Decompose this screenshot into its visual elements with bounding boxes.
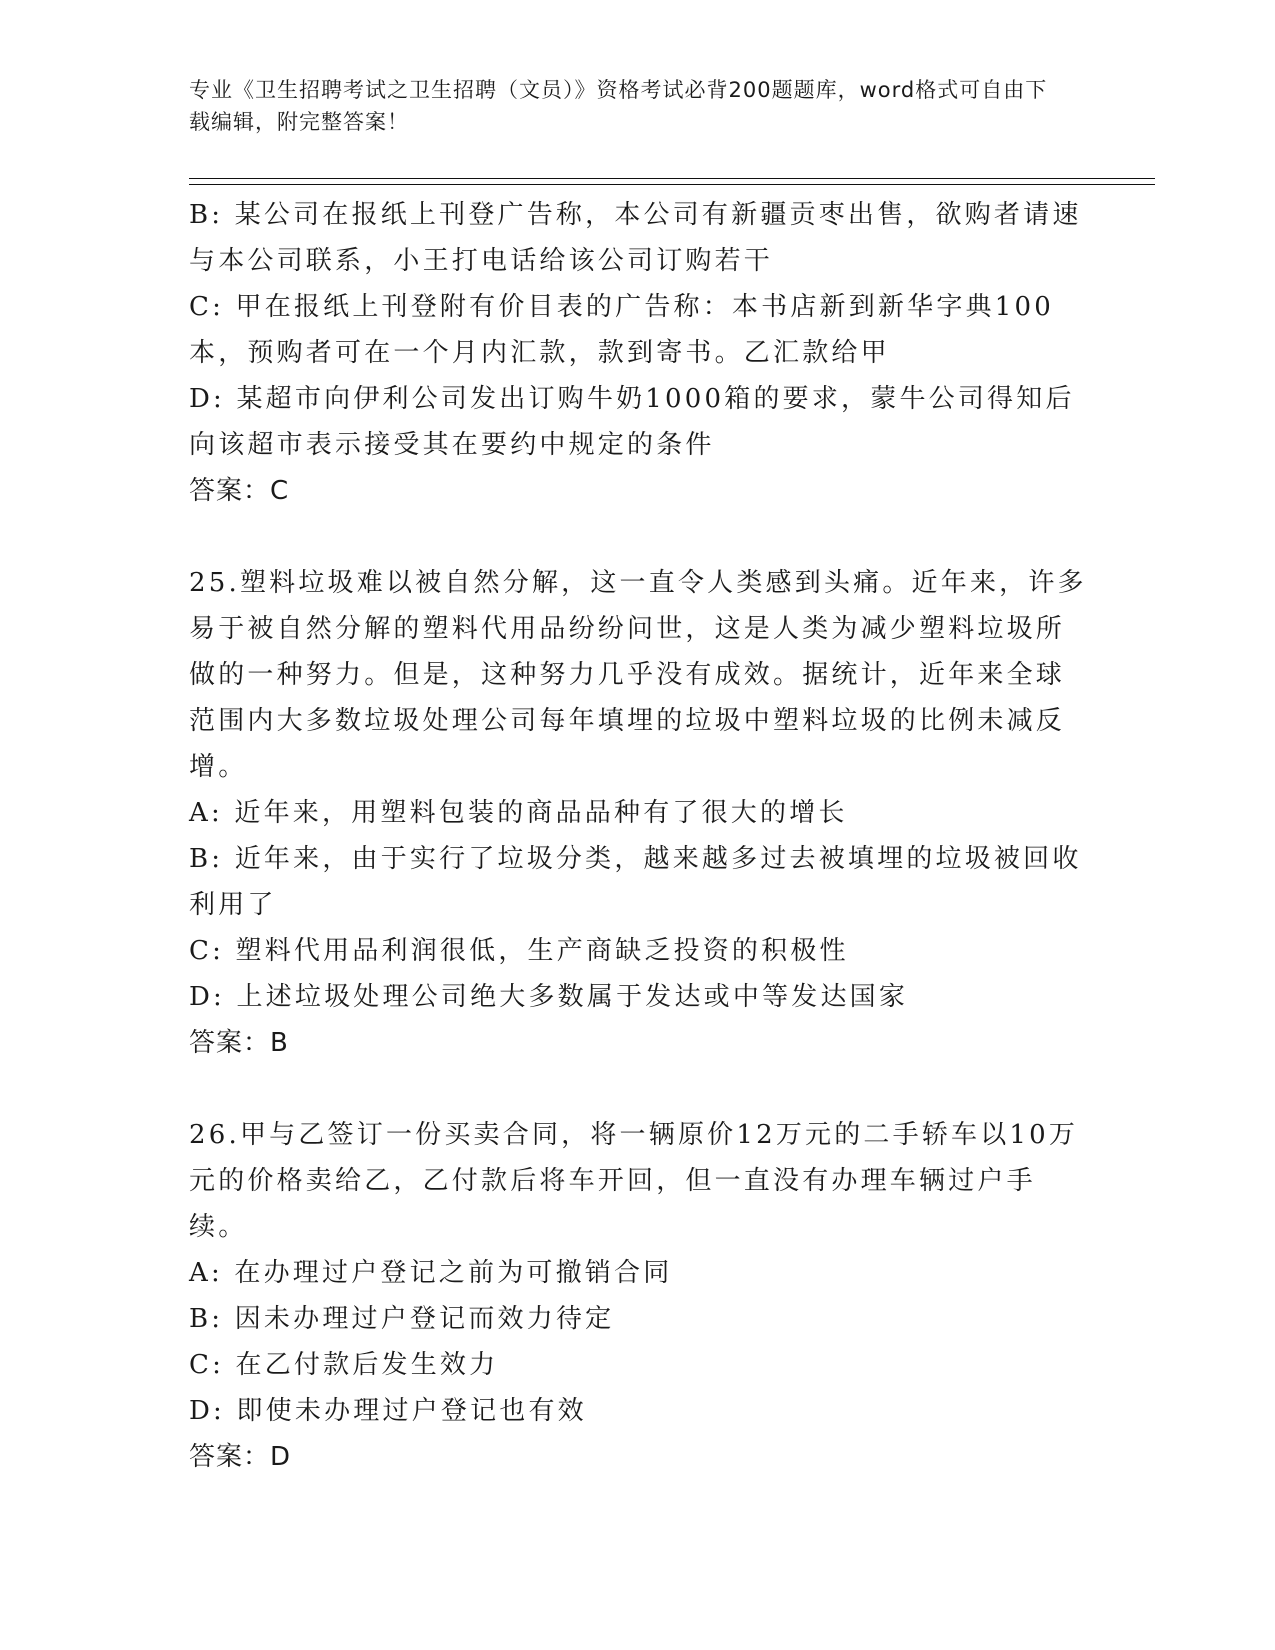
question-25-option-a: A: 近年来，用塑料包装的商品品种有了很大的增长	[189, 798, 848, 828]
question-24-continued	[189, 192, 1089, 514]
header-text: 专业《卫生招聘考试之卫生招聘（文员）》资格考试必背200题题库，word格式可自由下载编辑，附完整答案！	[189, 78, 1048, 134]
header-rule-top	[189, 178, 1155, 179]
header-rule-bottom	[189, 184, 1155, 185]
document-header	[189, 74, 1069, 138]
question-26	[189, 1112, 1089, 1480]
question-26-answer: 答案：D	[189, 1442, 292, 1472]
question-25-option-d: D: 上述垃圾处理公司绝大多数属于发达或中等发达国家	[189, 982, 909, 1012]
question-25-stem: 25.塑料垃圾难以被自然分解，这一直令人类感到头痛。近年来，许多易于被自然分解的塑料代用品纷纷问世，这是人类为减少塑料垃圾所做的一种努力。但是，这种努力几乎没有成效。据统计，近年来全球范围内大多数垃圾处理公司每年填埋的垃圾中塑料垃圾的比例未减反增。	[189, 568, 1087, 782]
question-26-option-c: C: 在乙付款后发生效力	[189, 1350, 499, 1380]
question-26-option-a: A: 在办理过户登记之前为可撤销合同	[189, 1258, 673, 1288]
question-24-option-b: B: 某公司在报纸上刊登广告称，本公司有新疆贡枣出售，欲购者请速与本公司联系，小王打电话给该公司订购若干	[189, 200, 1082, 276]
question-26-stem: 26.甲与乙签订一份买卖合同，将一辆原价12万元的二手轿车以10万元的价格卖给乙，乙付款后将车开回，但一直没有办理车辆过户手续。	[189, 1120, 1079, 1242]
question-25-answer: 答案：B	[189, 1028, 289, 1058]
spacer	[189, 514, 1089, 560]
question-24-option-c: C: 甲在报纸上刊登附有价目表的广告称：本书店新到新华字典100本，预购者可在一个月内汇款，款到寄书。乙汇款给甲	[189, 292, 1054, 368]
question-25-option-c: C: 塑料代用品利润很低，生产商缺乏投资的积极性	[189, 936, 849, 966]
question-list	[189, 192, 1089, 1480]
question-26-option-b: B: 因未办理过户登记而效力待定	[189, 1304, 615, 1334]
question-24-answer: 答案：C	[189, 476, 290, 506]
question-25	[189, 560, 1089, 1066]
question-26-option-d: D: 即使未办理过户登记也有效	[189, 1396, 587, 1426]
question-24-option-d: D: 某超市向伊利公司发出订购牛奶1000箱的要求，蒙牛公司得知后向该超市表示接受其在要约中规定的条件	[189, 384, 1075, 460]
spacer	[189, 1066, 1089, 1112]
question-25-option-b: B: 近年来，由于实行了垃圾分类，越来越多过去被填埋的垃圾被回收利用了	[189, 844, 1082, 920]
